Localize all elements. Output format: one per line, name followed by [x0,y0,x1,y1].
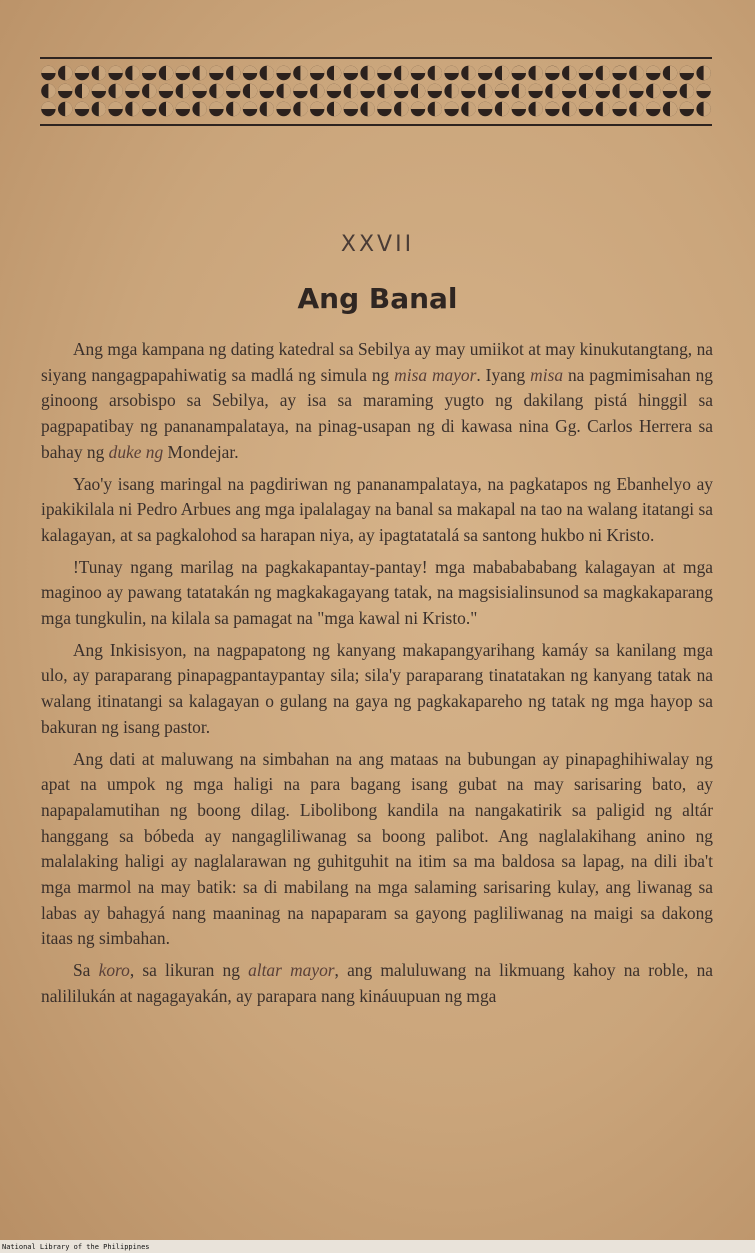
ornament-motif-highlight [603,102,610,116]
ornament-motif-highlight [166,102,173,116]
ornament-motif-highlight [334,102,341,116]
ornament-motif-highlight [680,102,694,109]
ornament-motif-highlight [562,84,576,91]
ornament-motif-highlight [670,102,677,116]
ornament-motif-highlight [612,66,626,73]
chapter-title: Ang Banal [297,282,458,315]
ornament-motif-highlight [653,84,660,98]
ornament-motif-highlight [216,84,223,98]
ornament-motif-highlight [536,66,543,80]
body-text [41,337,713,1016]
ornament-motif-highlight [351,84,358,98]
bottom-rule [40,124,712,126]
ornament-motif-highlight [468,66,475,80]
ornament-motif-highlight [444,66,458,73]
ornament-motif-highlight [176,102,190,109]
ornament-motif-highlight [384,84,391,98]
ornament-motif-highlight [512,66,526,73]
ornament-motif-highlight [435,66,442,80]
ornament-motif-highlight [327,84,341,91]
ornament-motif-highlight [579,102,593,109]
ornament-motif-highlight [377,66,391,73]
ornament-motif-highlight [704,102,711,116]
ornament-motif-highlight [394,84,408,91]
ornament-motif-highlight [478,66,492,73]
ornament-motif-highlight [41,102,55,109]
ornament-motif-highlight [629,84,643,91]
ornament-motif-highlight [603,66,610,80]
ornament-motif-highlight [192,84,206,91]
ornament-motif-highlight [317,84,324,98]
ornament-motif-highlight [485,84,492,98]
ornament-motif-highlight [704,66,711,80]
chapter-number: XXVII [340,232,415,257]
ornament-motif-highlight [528,84,542,91]
ornament-motif-highlight [636,66,643,80]
ornament-motif-highlight [687,84,694,98]
ornament-motif-highlight [310,102,324,109]
ornament-motif-highlight [58,84,72,91]
ornament-motif-highlight [226,84,240,91]
ornament-motif-highlight [267,102,274,116]
ornament-motif-highlight [411,102,425,109]
ornament-motif-highlight [233,66,240,80]
ornament-motif-highlight [360,84,374,91]
ornament-motif-highlight [209,66,223,73]
ornament-motif-highlight [552,84,559,98]
ornament-motif-highlight [612,102,626,109]
ornament-motif-highlight [334,66,341,80]
ornament-motif-highlight [663,84,677,91]
ornament-motif-highlight [183,84,190,98]
paragraph-6: Sa koro, sa likuran ng altar mayor, ang maluluwang na likmuang kahoy na roble, na nalililukán at nagagayakán, ay parapara nang kináuupuan ng mga [41,960,713,1006]
ornament-motif-highlight [300,102,307,116]
ornament-motif-highlight [495,84,509,91]
ornament-motif-highlight [646,102,660,109]
ornament-motif-highlight [596,84,610,91]
paragraph-4: Ang Inkisisyon, na nagpapatong ng kanyang makapangyarihang kamáy sa kanilang mga ulo, ay paraparang pinapagpantaypantay sila; sila'y paraparang tinatatakan ng kanyang tatak na walang itinatangi sa kalagayan o gulang na gaya ng pagkakapareho ng tatak ng mga hayop sa bakuran ng isang pastor. [41,639,713,737]
ornament-motif-highlight [696,84,710,91]
ornamental-border-band [40,61,712,121]
ornament-motif-highlight [209,102,223,109]
ornament-motif-highlight [569,102,576,116]
ornament-motif-highlight [545,66,559,73]
ornament-motif-highlight [478,102,492,109]
ornament-motif-highlight [401,102,408,116]
ornament-motif-highlight [293,84,307,91]
paragraph-3: !Tunay ngang marilag na pagkakapantay-pantay! mga mababababang kalagayan at mga maginoo ay pawang tatatakán ng magkakagayang tatak, na magsisialinsunod sa magkakaparang mga tungkulin, na kilala sa pamagat na "mga kawal ni Kristo." [41,556,713,629]
ornament-motif-highlight [99,102,106,116]
ornament-motif-highlight [243,66,257,73]
ornament-motif-highlight [75,66,89,73]
ornament-motif-highlight [200,102,207,116]
ornament-motif-highlight [502,102,509,116]
ornament-motif-highlight [108,66,122,73]
ornament-motif-highlight [260,84,274,91]
ornament-motif-highlight [132,102,139,116]
ornament-motif-highlight [401,66,408,80]
ornament-motif-highlight [200,66,207,80]
ornament-motif-highlight [276,66,290,73]
ornament-motif-highlight [166,66,173,80]
ornament-motif-highlight [461,84,475,91]
top-rule [40,57,712,59]
ornament-motif-highlight [536,102,543,116]
paragraph-2: Yao'y isang maringal na pagdiriwan ng pananampalataya, na pagkatapos ng Ebanhelyo ay ipakikilala ni Pedro Arbues ang mga ipalalagay na banal sa makapal na tao na walang itatangi sa kalagayan, at sa pagkalohod sa harapan niya, ay ipagtatatalá sa santong hukbo ni Kristo. [41,473,713,545]
paragraph-1: Ang mga kampana ng dating katedral sa Sebilya ay may umiikot at may kinukutangtang, na siyang nangagpapahiwatig sa madlá ng simula ng misa mayor. Iyang misa na pagmimisahan ng ginoong arsobispo sa Sebilya, ay isa sa maraming yugto ng dakilang pistá hinggil sa pagpapatibay ng pananampalataya, na pinag-usapan ng di kawasa nina Gg. Carlos Herrera sa bahay ng duke ng Mondejar. [41,339,714,462]
ornament-motif-highlight [468,102,475,116]
library-credit: National Library of the Philippines [2,1243,150,1251]
ornament-motif-highlight [159,84,173,91]
ornament-motif-highlight [579,66,593,73]
ornament-motif-highlight [276,102,290,109]
ornament-motif-highlight [344,102,358,109]
ornament-motif-highlight [452,84,459,98]
ornament-motif-highlight [428,84,442,91]
ornament-motif-highlight [142,66,156,73]
ornament-motif-highlight [344,66,358,73]
ornament-motif-highlight [368,66,375,80]
ornament-motif-highlight [92,84,106,91]
ornament-motif-highlight [284,84,291,98]
ornament-motif-highlight [48,84,55,98]
ornament-motif-highlight [132,66,139,80]
ornament-motif-highlight [636,102,643,116]
ornament-motif-highlight [411,66,425,73]
ornament-motif-highlight [250,84,257,98]
ornament-motif-highlight [545,102,559,109]
ornament-motif-highlight [620,84,627,98]
ornament-motif-highlight [142,102,156,109]
ornament-motif-highlight [233,102,240,116]
ornament-motif-highlight [368,102,375,116]
ornament-motif-highlight [310,66,324,73]
paragraph-5: Ang dati at maluwang na simbahan na ang mataas na bubungan ay pinapaghihiwalay ng apat na umpok ng mga haligi na para bagang isang gubat na may sarisaring bato, ay napapalamutihan ng boong dilag. Libolibong kandila na nangakatirik sa paligid ng altár hanggang sa bóbeda ay nangagliliwanag sa boong palibot. Ang naglalakihang anino ng malalaking haligi ay naglalarawan ng guhitguhit na itim sa ma baldosa sa lapag, na dili iba't mga marmol na may batik: sa di mabilang na mga salaming sarisaring kulay, ang liwanag sa labas ay bahagyá nang maaninag na napaparam sa gayong pagliliwanag na maigi sa dakong itaas ng simbahan. [41,748,713,949]
ornament-motif-highlight [435,102,442,116]
ornament-motif-highlight [377,102,391,109]
ornament-motif-highlight [149,84,156,98]
ornament-motif-highlight [646,66,660,73]
ornament-motif-highlight [519,84,526,98]
ornament-motif-highlight [41,66,55,73]
ornament-motif-highlight [586,84,593,98]
ornament-motif-highlight [75,102,89,109]
ornament-motif-highlight [65,102,72,116]
ornament-motif-highlight [65,66,72,80]
ornament-motif-highlight [444,102,458,109]
ornament-motif-highlight [116,84,123,98]
ornament-motif-highlight [267,66,274,80]
ornament-motif-highlight [418,84,425,98]
ornament-row [41,66,711,116]
ornament-motif-highlight [99,66,106,80]
ornament-motif-highlight [108,102,122,109]
ornament-motif-highlight [569,66,576,80]
ornament-motif-highlight [82,84,89,98]
ornament-motif-highlight [670,66,677,80]
ornament-motif-highlight [125,84,139,91]
ornament-motif-highlight [300,66,307,80]
ornament-motif-highlight [502,66,509,80]
ornament-motif-highlight [243,102,257,109]
ornament-motif-highlight [176,66,190,73]
ornament-motif-highlight [512,102,526,109]
ornament-motif-highlight [680,66,694,73]
